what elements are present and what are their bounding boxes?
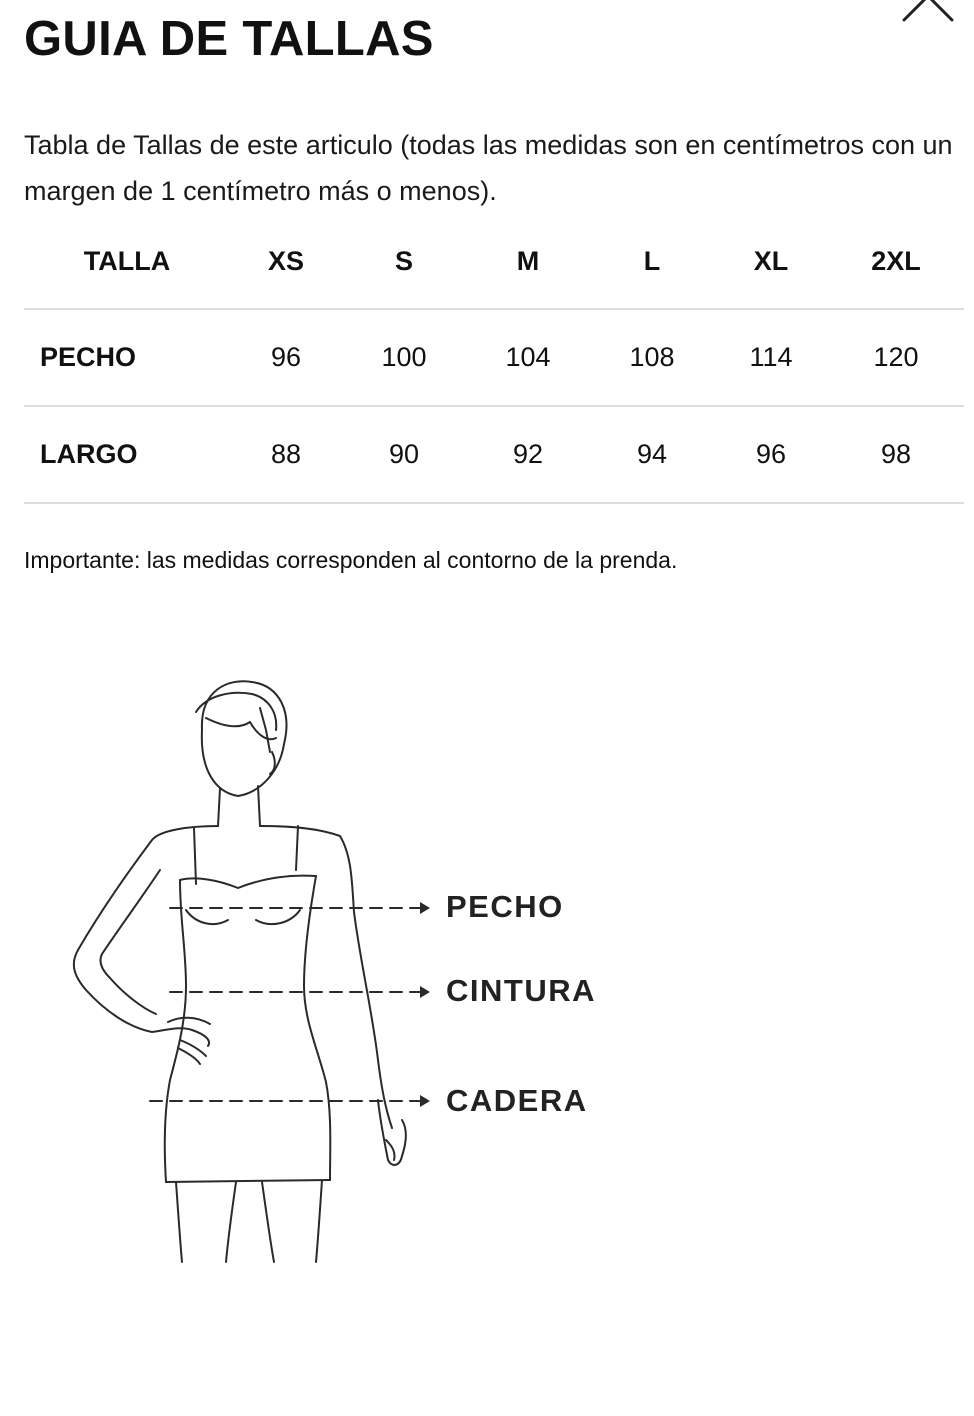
measure-label-waist: CINTURA [446,973,596,1008]
table-cell: 108 [590,309,714,406]
close-button[interactable] [900,0,960,26]
header-cell-size: XS [230,214,342,309]
important-note: Importante: las medidas corresponden al contorno de la prenda. [24,547,678,573]
row-label: LARGO [24,406,230,503]
table-cell: 90 [342,406,466,503]
table-cell: 114 [714,309,828,406]
table-cell: 96 [230,309,342,406]
dress-figure-illustration [60,670,620,1270]
intro-text: Tabla de Tallas de este articulo (todas las medidas son en centímetros con un margen de 1 centímetro más o menos). [24,130,953,206]
header-cell-size: M [466,214,590,309]
table-row-largo [24,406,964,503]
table-cell: 104 [466,309,590,406]
table-cell: 100 [342,309,466,406]
close-icon [900,0,960,26]
header-cell-size: XL [714,214,828,309]
table-cell: 96 [714,406,828,503]
row-label: PECHO [24,309,230,406]
table-row-pecho [24,309,964,406]
table-cell: 92 [466,406,590,503]
table-cell: 120 [828,309,964,406]
table-cell: 88 [230,406,342,503]
header-cell-talla: TALLA [24,214,230,309]
table-header-row [24,214,964,309]
measure-label-hip: CADERA [446,1083,588,1118]
measure-label-chest: PECHO [446,889,564,924]
header-cell-size: 2XL [828,214,964,309]
table-cell: 98 [828,406,964,503]
header-cell-size: S [342,214,466,309]
header-cell-size: L [590,214,714,309]
size-table [24,214,964,504]
page-title: GUIA DE TALLAS [24,12,434,66]
table-cell: 94 [590,406,714,503]
